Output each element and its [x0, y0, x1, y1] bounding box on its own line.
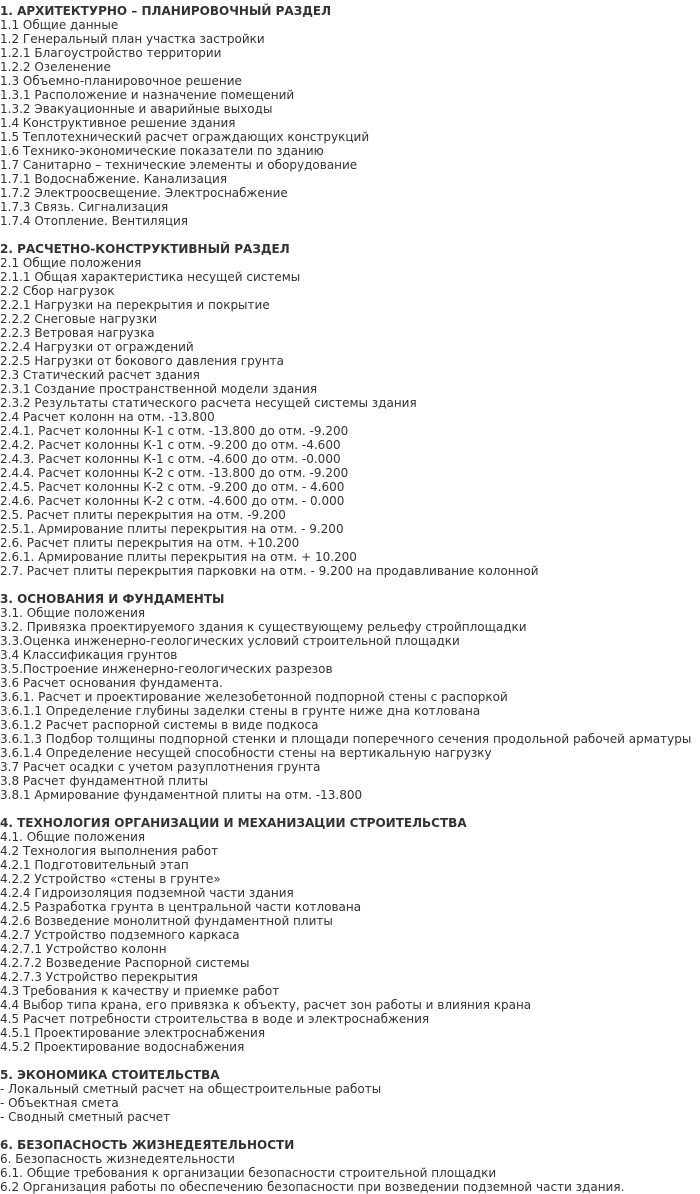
- toc-item: 3.6.1.4 Определение несущей способности стены на вертикальную нагрузку: [0, 746, 492, 760]
- toc-item: 1.2.2 Озеленение: [0, 60, 111, 74]
- section-title: 6. БЕЗОПАСНОСТЬ ЖИЗНЕДЕЯТЕЛЬНОСТИ: [0, 1138, 295, 1152]
- toc-item: 1.7 Санитарно – технические элементы и оборудование: [0, 158, 358, 172]
- toc-item: 2.2 Сбор нагрузок: [0, 284, 115, 298]
- toc-item: - Объектная смета: [0, 1096, 119, 1110]
- toc-item: 2.2.3 Ветровая нагрузка: [0, 326, 155, 340]
- toc-item: 6. Безопасность жизнедеятельности: [0, 1152, 235, 1166]
- toc-item: 1.4 Конструктивное решение здания: [0, 116, 236, 130]
- toc-item: 4.5.2 Проектирование водоснабжения: [0, 1040, 245, 1054]
- toc-section: [0, 592, 700, 802]
- toc-item: 2.4.5. Расчет колонны К-2 с отм. -9.200 до отм. - 4.600: [0, 480, 345, 494]
- toc-item: 2.6. Расчет плиты перекрытия на отм. +10.200: [0, 536, 300, 550]
- toc-item: 1.3.1 Расположение и назначение помещений: [0, 88, 295, 102]
- toc-item: 3.1. Общие положения: [0, 606, 146, 620]
- toc-item: - Локальный сметный расчет на общестроительные работы: [0, 1082, 382, 1096]
- toc-item: 1.5 Теплотехнический расчет ограждающих конструкций: [0, 130, 370, 144]
- toc-item: 3.7 Расчет осадки с учетом разуплотнения грунта: [0, 760, 321, 774]
- toc-item: 4.2 Технология выполнения работ: [0, 844, 219, 858]
- toc-item: 3.2. Привязка проектируемого здания к существующему рельефу стройплощадки: [0, 620, 527, 634]
- toc-item: 1.7.3 Связь. Сигнализация: [0, 200, 169, 214]
- toc-item: 3.3.Оценка инженерно-геологических условий строительной площадки: [0, 634, 460, 648]
- toc-item: 1.1 Общие данные: [0, 18, 119, 32]
- toc-item: 3.6.1. Расчет и проектирование железобетонной подпорной стены с распоркой: [0, 690, 508, 704]
- toc-item: 4.2.7 Устройство подземного каркаса: [0, 928, 240, 942]
- toc-item: 4.2.4 Гидроизоляция подземной части здания: [0, 886, 294, 900]
- toc-item: 2.4.6. Расчет колонны К-2 с отм. -4.600 до отм. - 0.000: [0, 494, 345, 508]
- section-title: 3. ОСНОВАНИЯ И ФУНДАМЕНТЫ: [0, 592, 225, 606]
- toc-item: 2.3.1 Создание пространственной модели здания: [0, 382, 318, 396]
- toc-item: 2.1.1 Общая характеристика несущей системы: [0, 270, 301, 284]
- toc-item: 2.2.2 Снеговые нагрузки: [0, 312, 157, 326]
- toc-item: 3.4 Классификация грунтов: [0, 648, 178, 662]
- toc-item: 2.2.5 Нагрузки от бокового давления грунта: [0, 354, 285, 368]
- toc-item: 1.7.4 Отопление. Вентиляция: [0, 214, 189, 228]
- toc-item: 1.7.2 Электроосвещение. Электроснабжение: [0, 186, 288, 200]
- toc-item: 4.3 Требования к качеству и приемке работ: [0, 984, 280, 998]
- toc-item: 4.1. Общие положения: [0, 830, 146, 844]
- toc-item: 2.2.4 Нагрузки от ограждений: [0, 340, 194, 354]
- section-title: 2. РАСЧЕТНО-КОНСТРУКТИВНЫЙ РАЗДЕЛ: [0, 242, 290, 256]
- toc-item: 4.2.7.1 Устройство колонн: [0, 942, 167, 956]
- toc-item: 4.2.2 Устройство «стены в грунте»: [0, 872, 221, 886]
- toc-section: [0, 242, 700, 578]
- toc-item: 3.8 Расчет фундаментной плиты: [0, 774, 209, 788]
- toc-item: 2.4.1. Расчет колонны К-1 с отм. -13.800 до отм. -9.200: [0, 424, 349, 438]
- toc-section: [0, 1068, 700, 1124]
- toc-section: [0, 1138, 700, 1194]
- toc-item: 4.2.1 Подготовительный этап: [0, 858, 189, 872]
- toc-item: 3.6.1.3 Подбор толщины подпорной стенки и площади поперечного сечения продольной рабочей арматуры: [0, 732, 692, 746]
- toc-item: 2.7. Расчет плиты перекрытия парковки на отм. - 9.200 на продавливание колонной: [0, 564, 539, 578]
- toc-item: 2.1 Общие положения: [0, 256, 142, 270]
- toc-item: 1.2 Генеральный план участка застройки: [0, 32, 265, 46]
- toc-item: 6.1. Общие требования к организации безопасности строительной площадки: [0, 1166, 497, 1180]
- toc-item: 4.2.7.2 Возведение Распорной системы: [0, 956, 250, 970]
- toc-section: [0, 4, 700, 228]
- toc-item: 2.4.4. Расчет колонны К-2 с отм. -13.800 до отм. -9.200: [0, 466, 349, 480]
- toc-item: 4.2.6 Возведение монолитной фундаментной плиты: [0, 914, 333, 928]
- toc-item: 4.4 Выбор типа крана, его привязка к объекту, расчет зон работы и влияния крана: [0, 998, 532, 1012]
- toc-item: 1.3 Объемно-планировочное решение: [0, 74, 242, 88]
- toc-item: 2.5. Расчет плиты перекрытия на отм. -9.200: [0, 508, 286, 522]
- toc-item: 3.6.1.1 Определение глубины заделки стены в грунте ниже дна котлована: [0, 704, 481, 718]
- toc-item: 2.4.2. Расчет колонны К-1 с отм. -9.200 до отм. -4.600: [0, 438, 341, 452]
- toc-item: 1.3.2 Эвакуационные и аварийные выходы: [0, 102, 273, 116]
- toc-item: 2.3 Статический расчет здания: [0, 368, 200, 382]
- toc-item: 2.3.2 Результаты статического расчета несущей системы здания: [0, 396, 417, 410]
- toc-section: [0, 816, 700, 1054]
- toc-item: 3.5.Построение инженерно-геологических разрезов: [0, 662, 333, 676]
- toc-item: 3.6 Расчет основания фундамента.: [0, 676, 223, 690]
- toc-item: 3.6.1.2 Расчет распорной системы в виде подкоса: [0, 718, 319, 732]
- toc-item: 2.2.1 Нагрузки на перекрытия и покрытие: [0, 298, 270, 312]
- toc-item: 4.2.5 Разработка грунта в центральной части котлована: [0, 900, 362, 914]
- toc-item: 6.2 Организация работы по обеспечению безопасности при возведении подземной части здания.: [0, 1180, 625, 1194]
- toc-item: 4.5.1 Проектирование электроснабжения: [0, 1026, 266, 1040]
- toc-item: 3.8.1 Армирование фундаментной плиты на отм. -13.800: [0, 788, 363, 802]
- section-title: 1. АРХИТЕКТУРНО – ПЛАНИРОВОЧНЫЙ РАЗДЕЛ: [0, 4, 332, 18]
- toc-item: 2.4.3. Расчет колонны К-1 с отм. -4.600 до отм. -0.000: [0, 452, 341, 466]
- toc-item: 4.2.7.3 Устройство перекрытия: [0, 970, 198, 984]
- toc-item: 2.5.1. Армирование плиты перекрытия на отм. - 9.200: [0, 522, 344, 536]
- toc-item: - Сводный сметный расчет: [0, 1110, 171, 1124]
- section-title: 5. ЭКОНОМИКА СТОИТЕЛЬСТВА: [0, 1068, 220, 1082]
- toc-item: 1.7.1 Водоснабжение. Канализация: [0, 172, 228, 186]
- toc-item: 1.2.1 Благоустройство территории: [0, 46, 222, 60]
- toc-item: 2.4 Расчет колонн на отм. -13.800: [0, 410, 215, 424]
- section-title: 4. ТЕХНОЛОГИЯ ОРГАНИЗАЦИИ И МЕХАНИЗАЦИИ СТРОИТЕЛЬСТВА: [0, 816, 467, 830]
- toc-item: 2.6.1. Армирование плиты перекрытия на отм. + 10.200: [0, 550, 357, 564]
- toc-item: 4.5 Расчет потребности строительства в воде и электроснабжения: [0, 1012, 430, 1026]
- toc-item: 1.6 Технико-экономические показатели по зданию: [0, 144, 324, 158]
